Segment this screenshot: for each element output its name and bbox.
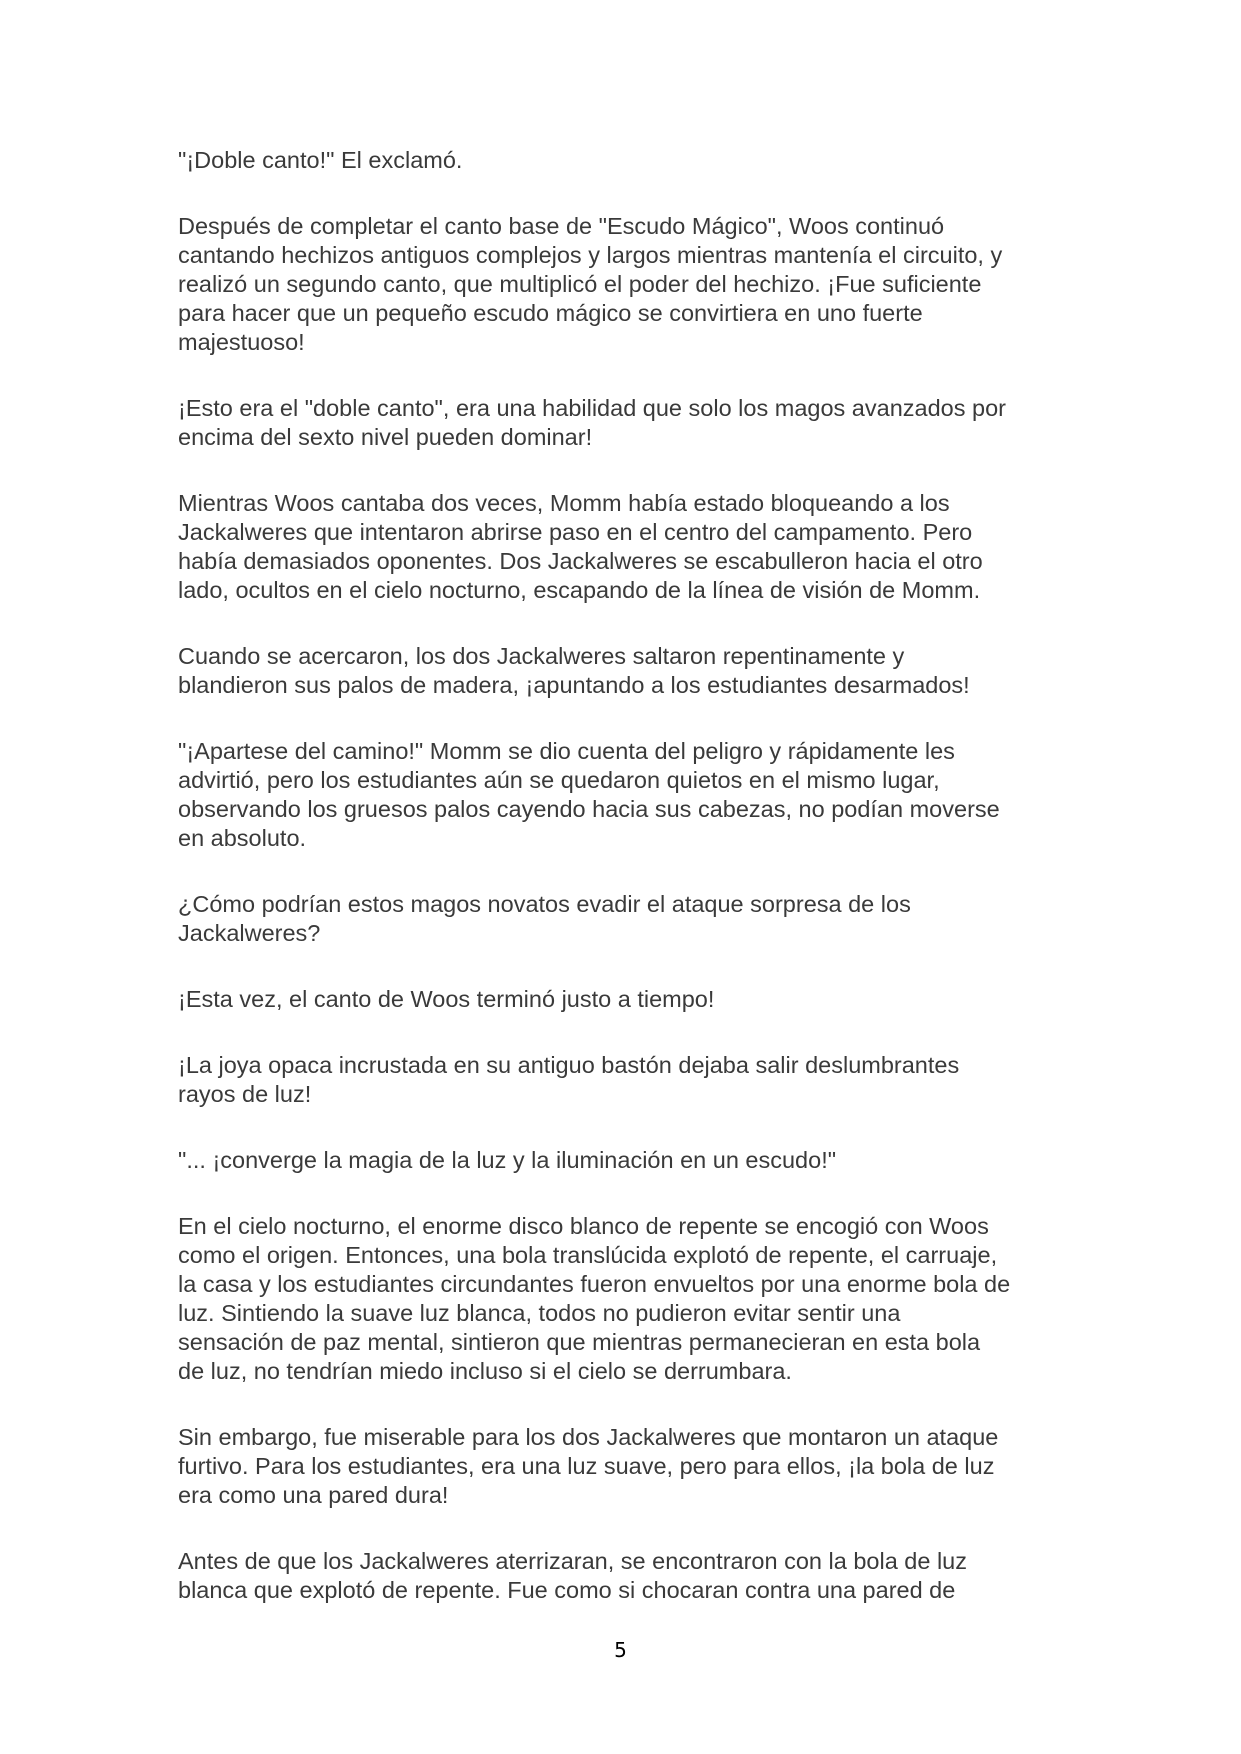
text-line: observando los gruesos palos cayendo hacia sus cabezas, no podían moverse <box>178 796 1000 822</box>
text-line: Mientras Woos cantaba dos veces, Momm había estado bloqueando a los <box>178 490 950 516</box>
text-line: ¡Esta vez, el canto de Woos terminó justo a tiempo! <box>178 986 715 1012</box>
text-line: en absoluto. <box>178 825 307 851</box>
paragraph <box>178 890 1078 948</box>
text-line: como el origen. Entonces, una bola translúcida explotó de repente, el carruaje, <box>178 1242 998 1268</box>
text-line: furtivo. Para los estudiantes, era una luz suave, pero para ellos, ¡la bola de luz <box>178 1453 995 1479</box>
text-line: En el cielo nocturno, el enorme disco blanco de repente se encogió con Woos <box>178 1213 989 1239</box>
text-line: realizó un segundo canto, que multiplicó el poder del hechizo. ¡Fue suficiente <box>178 271 982 297</box>
text-line: advirtió, pero los estudiantes aún se quedaron quietos en el mismo lugar, <box>178 767 940 793</box>
paragraph <box>178 642 1078 700</box>
paragraph <box>178 1212 1078 1386</box>
text-line: Antes de que los Jackalweres aterrizaran, se encontraron con la bola de luz <box>178 1548 968 1574</box>
text-line: lado, ocultos en el cielo nocturno, escapando de la línea de visión de Momm. <box>178 577 981 603</box>
text-line: blanca que explotó de repente. Fue como si chocaran contra una pared de <box>178 1577 956 1603</box>
text-line: encima del sexto nivel pueden dominar! <box>178 424 593 450</box>
text-line: Sin embargo, fue miserable para los dos Jackalweres que montaron un ataque <box>178 1424 999 1450</box>
text-line: Jackalweres que intentaron abrirse paso en el centro del campamento. Pero <box>178 519 973 545</box>
text-line: majestuoso! <box>178 329 305 355</box>
paragraph <box>178 1423 1078 1510</box>
text-line: "... ¡converge la magia de la luz y la iluminación en un escudo!" <box>178 1147 837 1173</box>
text-line: Cuando se acercaron, los dos Jackalweres saltaron repentinamente y <box>178 643 905 669</box>
text-line: era como una pared dura! <box>178 1482 449 1508</box>
text-line: ¡Esto era el "doble canto", era una habilidad que solo los magos avanzados por <box>178 395 1006 421</box>
paragraph <box>178 985 1078 1014</box>
paragraph <box>178 146 1078 175</box>
text-line: cantando hechizos antiguos complejos y largos mientras mantenía el circuito, y <box>178 242 1003 268</box>
body-text <box>178 146 1078 1642</box>
paragraph <box>178 737 1078 853</box>
paragraph <box>178 212 1078 357</box>
paragraph <box>178 1146 1078 1175</box>
paragraph <box>178 1051 1078 1109</box>
text-line: "¡Doble canto!" El exclamó. <box>178 147 463 173</box>
text-line: había demasiados oponentes. Dos Jackalweres se escabulleron hacia el otro <box>178 548 983 574</box>
text-line: la casa y los estudiantes circundantes fueron envueltos por una enorme bola de <box>178 1271 1011 1297</box>
text-line: de luz, no tendrían miedo incluso si el cielo se derrumbara. <box>178 1358 792 1384</box>
paragraph <box>178 394 1078 452</box>
text-line: ¡La joya opaca incrustada en su antiguo bastón dejaba salir deslumbrantes <box>178 1052 960 1078</box>
text-line: "¡Apartese del camino!" Momm se dio cuenta del peligro y rápidamente les <box>178 738 955 764</box>
text-line: rayos de luz! <box>178 1081 312 1107</box>
text-line: luz. Sintiendo la suave luz blanca, todos no pudieron evitar sentir una <box>178 1300 901 1326</box>
paragraph <box>178 1547 1078 1605</box>
text-line: blandieron sus palos de madera, ¡apuntando a los estudiantes desarmados! <box>178 672 970 698</box>
text-line: ¿Cómo podrían estos magos novatos evadir el ataque sorpresa de los <box>178 891 911 917</box>
page-number: 5 <box>614 1638 627 1662</box>
text-line: Jackalweres? <box>178 920 321 946</box>
text-line: Después de completar el canto base de "Escudo Mágico", Woos continuó <box>178 213 945 239</box>
text-line: sensación de paz mental, sintieron que mientras permanecieran en esta bola <box>178 1329 981 1355</box>
paragraph <box>178 489 1078 605</box>
text-line: para hacer que un pequeño escudo mágico se convirtiera en uno fuerte <box>178 300 923 326</box>
